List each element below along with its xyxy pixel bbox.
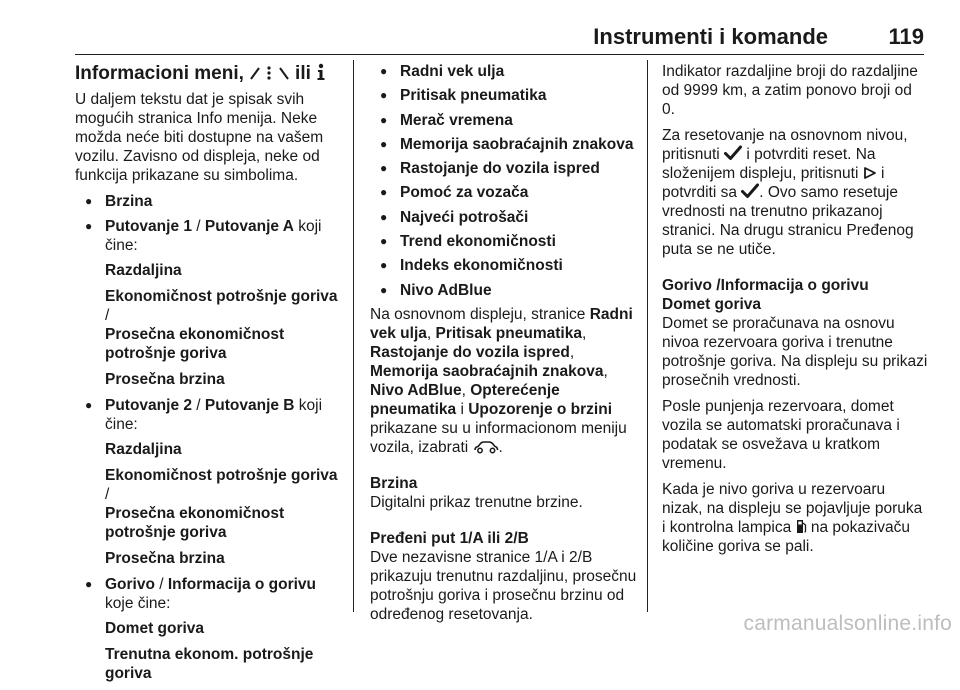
sub-item: Ekonomičnost potrošnje goriva / Prosečna ekonomičnost potrošnje goriva xyxy=(105,288,338,362)
list-item: ● Nivo AdBlue xyxy=(370,281,640,300)
sub-item: Domet goriva xyxy=(105,620,205,637)
fuel-pump-icon xyxy=(796,519,807,534)
column-1 xyxy=(75,62,345,690)
list-item: ● Pritisak pneumatika xyxy=(370,86,640,105)
sub-item: Razdaljina xyxy=(105,262,182,279)
info-page-list xyxy=(75,192,345,255)
sub-item: Prosečna brzina xyxy=(105,550,225,567)
sub-item: Razdaljina xyxy=(105,441,182,458)
column-divider xyxy=(353,60,354,612)
section-heading: Informacioni meni, ili xyxy=(75,62,345,86)
list-item: ● Pomoć za vozača xyxy=(370,183,640,202)
list-item: ● Merač vremena xyxy=(370,111,640,130)
vertical-dots-icon xyxy=(266,65,272,81)
subsection-title: Domet goriva xyxy=(662,296,762,313)
body-text: Posle punjenja rezervoara, domet vozila se automatski proračunava i podatak se osvežava u kratkom vremenu. xyxy=(662,398,900,472)
page-number: 119 xyxy=(888,24,924,49)
list-item: ● Brzina xyxy=(75,192,345,211)
list-item: ● Putovanje 1 / Putovanje A koji čine: xyxy=(75,217,345,255)
column-divider xyxy=(647,60,648,612)
backslash-icon xyxy=(278,65,290,81)
body-text: Indikator razdaljine broji do razdaljine od 9999 km, a zatim ponovo broji od 0. xyxy=(662,63,918,118)
info-icon xyxy=(316,63,326,81)
checkmark-icon xyxy=(724,145,742,161)
body-text: Domet se proračunava na osnovu nivoa rezervoara goriva i trenutne potrošnje goriva. Na displeju su prikazi prosečnih vrednosti. xyxy=(662,315,928,389)
subsection-title: Brzina xyxy=(370,474,418,492)
list-item: ● Rastojanje do vozila ispred xyxy=(370,159,640,178)
body-text: Digitalni prikaz trenutne brzine. xyxy=(370,493,583,511)
sub-item: Trenutna ekonom. potrošnje goriva xyxy=(105,646,314,682)
basic-display-paragraph: Na osnovnom displeju, stranice Radni vek ulja, Pritisak pneumatika, Rastojanje do vozila ispred, Memorija saobraćajnih znakova, Nivo AdBlue, Opterećenje pneumatika i Upozorenje o brzini prikazane su u informacionom meniju vozila, izabrati . xyxy=(370,305,633,456)
checkmark-icon xyxy=(741,183,759,199)
list-item: ● Trend ekonomičnosti xyxy=(370,232,640,251)
intro-text: U daljem tekstu dat je spisak svih mogućih stranica Info menija. Neke možda neće biti dostupne na vašem vozilu. Zavisno od displeja, neke od funkcija prikazane su simbolima. xyxy=(75,91,324,184)
list-item: ● Putovanje 2 / Putovanje B koji čine: xyxy=(75,396,345,434)
column-3 xyxy=(662,62,928,563)
watermark: carmanualsonline.info xyxy=(743,612,952,635)
sub-item: Ekonomičnost potrošnje goriva / Prosečna ekonomičnost potrošnje goriva xyxy=(105,467,338,541)
info-page-list xyxy=(370,62,640,300)
list-item: ● Indeks ekonomičnosti xyxy=(370,256,640,275)
list-item: ● Radni vek ulja xyxy=(370,62,640,81)
column-2 xyxy=(370,62,640,631)
subsection-title: Pređeni put 1/A ili 2/B xyxy=(370,529,529,547)
list-item: ● Memorija saobraćajnih znakova xyxy=(370,135,640,154)
car-icon xyxy=(473,440,499,454)
play-triangle-icon xyxy=(863,166,877,180)
body-text: Dve nezavisne stranice 1/A i 2/B prikazuju trenutnu razdaljinu, prosečnu potrošnju goriva i prosečnu brzinu od određenog resetovanja. xyxy=(370,548,637,623)
sub-item: Prosečna brzina xyxy=(105,371,225,388)
list-item: ● Najveći potrošači xyxy=(370,208,640,227)
subsection-title: Gorivo /Informacija o gorivu xyxy=(662,277,869,294)
body-text: Kada je nivo goriva u rezervoaru nizak, na displeju se pojavljuje poruka i kontrolna lampica na pokazivaču količine goriva se pali. xyxy=(662,481,923,555)
reset-instructions: Za resetovanje na osnovnom nivou, pritisnuti i potvrditi reset. Na složenijem displeju, pritisnuti i potvrditi sa . Ovo samo resetuje vrednosti na trenutno prikazanoj stranici. Na drugu stranicu Pređenog puta se ne utiče. xyxy=(662,127,914,258)
chapter-title: Instrumenti i komande xyxy=(593,24,828,49)
list-item: ● Gorivo / Informacija o gorivu koje čine: xyxy=(75,575,345,613)
slash-icon xyxy=(249,65,261,81)
page-header xyxy=(75,0,924,56)
header-rule xyxy=(75,54,924,55)
